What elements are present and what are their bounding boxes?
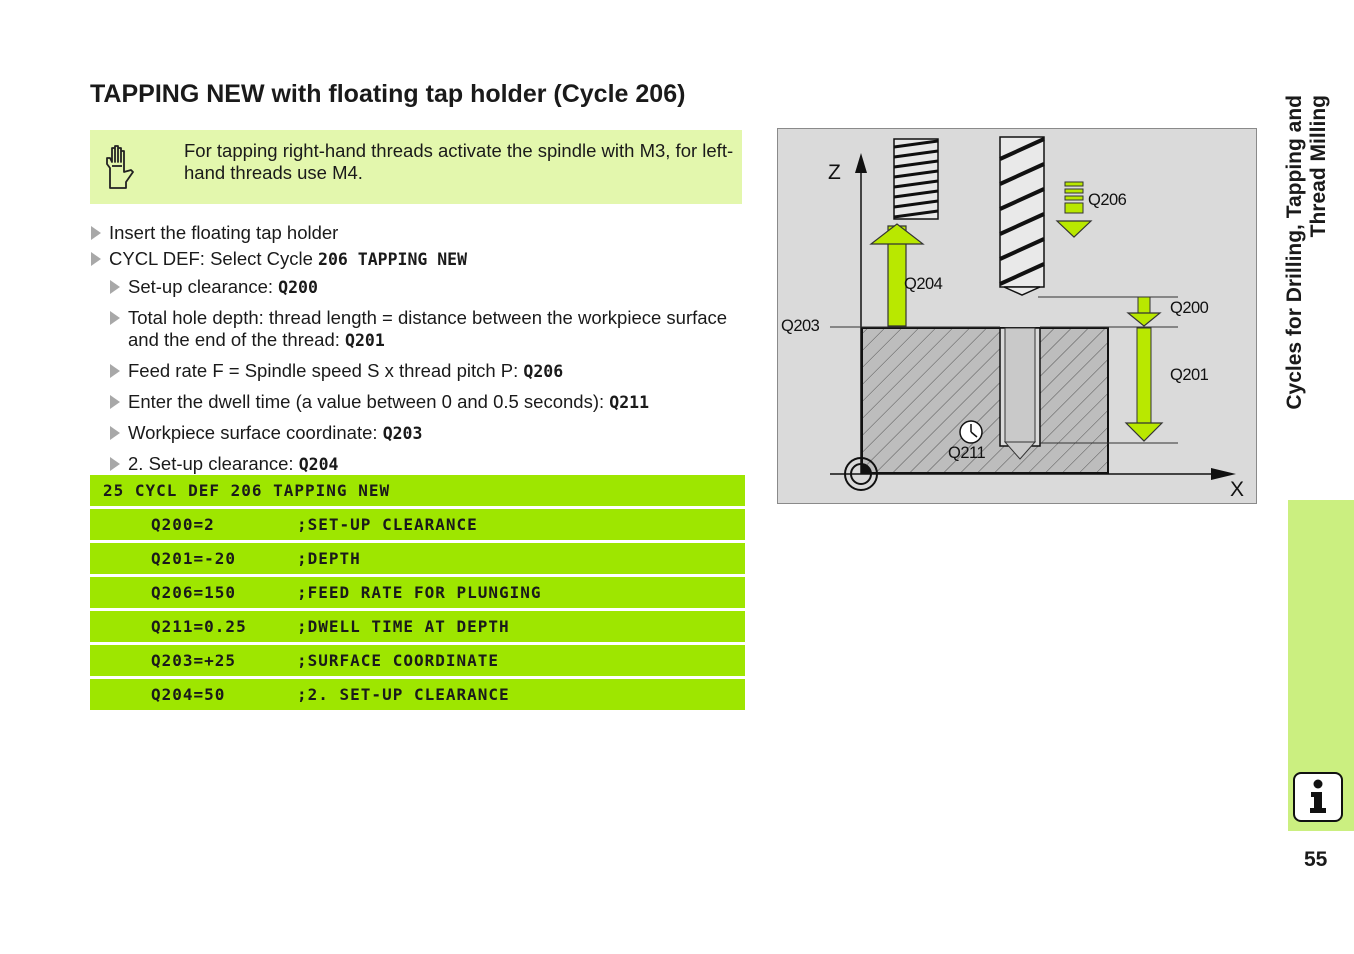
code-comment: ;DEPTH [297,549,361,568]
z-axis-label: Z [828,161,841,184]
step-text: 2. Set-up clearance: [128,453,299,474]
step-item [109,391,750,414]
code-header-text: 25 CYCL DEF 206 TAPPING NEW [103,481,391,500]
step-text: CYCL DEF: Select Cycle [109,248,319,269]
code-line [90,679,745,710]
code-comment: ;2. SET-UP CLEARANCE [297,685,510,704]
code-comment: ;SURFACE COORDINATE [297,651,500,670]
hole-core [1005,328,1035,442]
step-text: Enter the dwell time (a value between 0 and 0.5 seconds): [128,391,610,412]
step-text: Set-up clearance: [128,276,279,297]
z-axis-arrowhead [855,153,867,173]
triangle-bullet-icon [110,457,120,471]
q206-feed-arrow [1057,182,1091,237]
code-line [90,543,745,574]
q206-label: Q206 [1088,191,1127,209]
q201-label: Q201 [1170,366,1209,384]
code-comment: ;SET-UP CLEARANCE [297,515,478,534]
step-text: Insert the floating tap holder [109,222,339,243]
step-code: Q211 [609,393,650,412]
step-code: Q201 [345,331,385,350]
triangle-bullet-icon [110,364,120,378]
q201-arrow [1126,328,1162,441]
q200-arrow [1128,297,1160,326]
note-text: For tapping right-hand threads activate the spindle with M3, for left-hand threads use M4. [184,140,734,183]
triangle-bullet-icon [110,426,120,440]
code-param: Q211=0.25 [151,617,247,636]
q211-label: Q211 [948,444,986,462]
q203-label: Q203 [781,317,820,335]
page-title: TAPPING NEW with floating tap holder (Cycle 206) [90,80,686,108]
step-code: Q206 [523,362,564,381]
step-text: Workpiece surface coordinate: [128,422,383,443]
q200-label: Q200 [1170,299,1209,317]
info-glyph [1295,774,1341,820]
step-item [109,360,750,383]
code-param: Q206=150 [151,583,237,602]
triangle-bullet-icon [110,280,120,294]
x-axis-label: X [1230,478,1245,501]
step-code: Q200 [278,278,318,297]
page-number: 55 [1304,848,1328,871]
code-param: Q203=+25 [151,651,237,670]
small-tap-tool [894,139,938,219]
step-text: Feed rate F = Spindle speed S x thread pitch P: [128,360,524,381]
tapping-cycle-diagram [777,128,1257,504]
info-icon[interactable] [1293,772,1343,822]
triangle-bullet-icon [91,226,101,240]
code-comment: ;DWELL TIME AT DEPTH [297,617,510,636]
large-tap-tool [1000,137,1044,295]
step-code: 206 TAPPING NEW [318,250,468,269]
note-box [90,130,742,204]
triangle-bullet-icon [110,395,120,409]
code-param: Q204=50 [151,685,226,704]
code-line [90,611,745,642]
step-item [90,248,750,271]
code-param: Q201=-20 [151,549,237,568]
step-item [109,453,750,476]
nc-code-block [90,475,745,713]
step-item [109,276,750,299]
code-param: Q200=2 [151,515,215,534]
step-text: Total hole depth: thread length = distance between the workpiece surface and the end of the thread: [128,307,728,350]
step-item [90,222,750,245]
triangle-bullet-icon [91,252,101,266]
code-line [90,645,745,676]
triangle-bullet-icon [110,311,120,325]
step-item [109,307,750,352]
step-code: Q204 [298,455,339,474]
code-line [90,577,745,608]
code-line [90,509,745,540]
instruction-steps [90,222,750,484]
q204-label: Q204 [904,275,943,293]
code-header [90,475,745,506]
code-comment: ;FEED RATE FOR PLUNGING [297,583,542,602]
step-code: Q203 [382,424,423,443]
step-item [109,422,750,445]
chapter-title: Cycles for Drilling, Tapping and Thread Milling [1283,95,1330,410]
hand-icon [104,142,138,192]
